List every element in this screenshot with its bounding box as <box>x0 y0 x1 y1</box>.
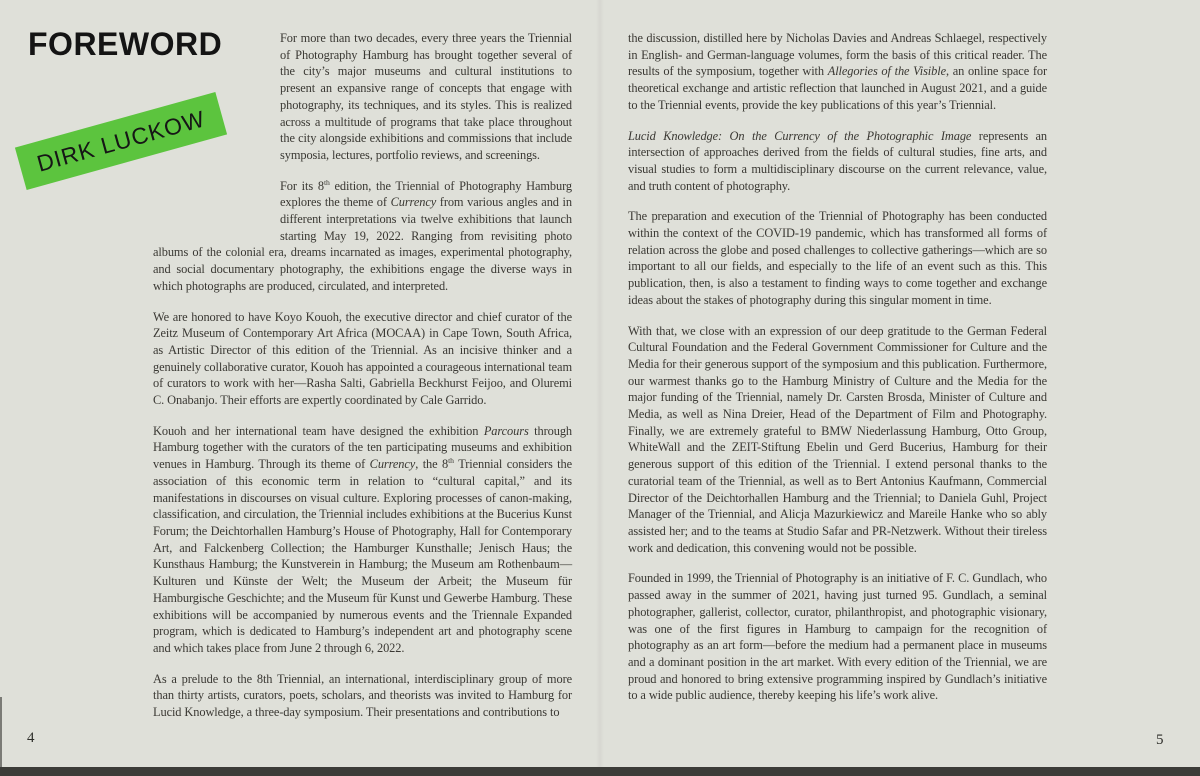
paragraph: Founded in 1999, the Triennial of Photography is an initiative of F. C. Gundlach, who passed away in the summer of 2021, having just turned 95. Gundlach, a seminal photographer, gallerist, collector, curator, philanthropist, and photographic visionary, was one of the first figures in Hamburg to campaign for the recognition of photography as an art form—before the medium had a permanent place in museums and a dominant position in the art market. With every edition of the Triennial, we are proud and honored to bring extensive programming inspired by Gundlach’s initiative to a wide public audience, thereby keeping his life’s work alive. <box>628 571 1047 703</box>
book-bottom-edge <box>0 767 1200 776</box>
paragraph: As a prelude to the 8th Triennial, an international, interdisciplinary group of more than thirty artists, curators, poets, scholars, and theorists was invited to Hamburg for Lucid Knowledge, a three-day symposium. Their presentations and contributions to <box>153 671 572 720</box>
paragraph: We are honored to have Koyo Kouoh, the executive director and chief curator of the Zeitz Museum of Contemporary Art Africa (MOCAA) in Cape Town, South Africa, as Artistic Director of this edition of the Triennial. As an incisive thinker and a genuinely collaborative curator, Kouoh has appointed a courageous international team of curators to work with her—Rasha Salti, Gabriella Beckhurst Feijoo, and Oluremi C. Onabanjo. Their efforts are expertly coordinated by Cale Garrido. <box>153 309 572 408</box>
book-left-edge <box>0 697 2 767</box>
paragraph: For its 8th edition, the Triennial of Photography Hamburg explores the theme of Currency from various angles and in different interpretations via twelve exhibitions that launch starting May 19, 2022. Ranging from revisiting photo albums of the colonial era, dreams incarnated as images, experimental photography, and social documentary photography, the exhibitions engage the diverse ways in which photographs are produced, circulated, and interpreted. <box>153 177 572 293</box>
page-number-right: 5 <box>1156 732 1164 748</box>
author-stamp-text: DIRK LUCKOW <box>33 104 208 177</box>
paragraph: With that, we close with an expression of our deep gratitude to the German Federal Cultural Foundation and the Federal Government Commissioner for Culture and the Media for their generous support of the symposium and this publication. Furthermore, our warmest thanks go to the Hamburg Ministry of Culture and the Media for the major funding of the Triennial, namely Dr. Carsten Brosda, Minister of Culture and Media, as well as Nina Dreier, Head of the Department of Film and Photography. Finally, we are extremely grateful to BMW Niederlassung Hamburg, Otto Group, WhiteWall and the ZEIT-Stiftung Ebelin und Gerd Bucerius, Hamburg for their generous support of this edition of the Triennial. I extend personal thanks to the curatorial team of the Triennial, as well as to Bert Antonius Kaufmann, Commercial Director of the Deichtorhallen Hamburg and the Triennial; to Daniela Guhl, Project Manager of the Triennial, and Alicja Mazurkiewicz and Mareile Hanke who so ably assisted her; and to the teams at Studio Safar and PR-Netzwerk. Without their tireless work and dedication, this convening would not be possible. <box>628 323 1047 555</box>
page-title: FOREWORD <box>28 26 223 62</box>
paragraph: Lucid Knowledge: On the Currency of the Photographic Image represents an intersection of approaches derived from the fields of cultural studies, fine arts, and visual studies to form a multidisciplinary discourse on the current relevance, value, and truth content of photography. <box>628 128 1047 193</box>
right-page-text-column <box>628 30 1047 704</box>
paragraph: For more than two decades, every three years the Triennial of Photography Hamburg has brought together several of the city’s major museums and cultural institutions to present an expansive range of concepts that engage with photography, its techniques, and its styles. This is realized across a multitude of programs that take place throughout the city alongside exhibitions and commissions that include symposia, lectures, portfolio reviews, and screenings. <box>280 31 572 162</box>
page-fold <box>596 0 604 776</box>
paragraph: The preparation and execution of the Triennial of Photography has been conducted within the context of the COVID-19 pandemic, which has transformed all forms of relation across the globe and posed challenges to collective gatherings—which are so important to all our fields, and especially to the life of an event such as this. This publication, then, is also a testament to finding ways to come together and exchange ideas about the stakes of photography during this singular moment in time. <box>628 209 1047 307</box>
page-number-left: 4 <box>27 730 35 746</box>
paragraph: Kouoh and her international team have designed the exhibition Parcours through Hamburg together with the curators of the ten participating museums and exhibition venues in Hamburg. Through its theme of Currency, the 8th Triennial considers the association of this economic term in relation to “cultural capital,” and its manifestations in discourses on visual culture. Exploring processes of canon-making, classification, and circulation, the Triennial includes exhibitions at the Bucerius Kunst Forum; the Deichtorhallen Hamburg’s House of Photography, Hall for Contemporary Art, and Falckenberg Collection; the Hamburger Kunsthalle; Jenisch Haus; the Kunsthaus Hamburg; the Kunstverein in Hamburg; the Museum am Rothenbaum—Kulturen und Künste der Welt; the Museum der Arbeit; the Museum für Hamburgische Geschichte; and the Museum für Kunst und Gewerbe Hamburg. These exhibitions will be accompanied by numerous events and the Triennale Expanded program, which is dedicated to Hamburg’s independent art and photography scene and which takes place from June 2 through 6, 2022. <box>153 423 573 655</box>
title-wrap-spacer <box>153 30 280 240</box>
paragraph: the discussion, distilled here by Nicholas Davies and Andreas Schlaegel, respectively in English- and German-language volumes, form the basis of this critical reader. The results of the symposium, together with Allegories of the Visible, an online space for theoretical exchange and artistic reflection that launched in August 2021, and a guide to the Triennial events, provide the key publications of this year’s Triennial. <box>628 31 1047 112</box>
left-page-text-column <box>153 30 572 721</box>
